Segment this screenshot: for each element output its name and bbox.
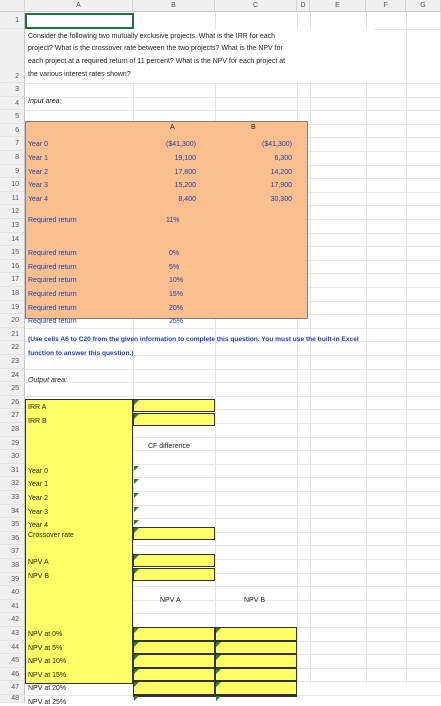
rate-row-value[interactable]: 20%: [169, 305, 184, 312]
column-header-g[interactable]: G: [406, 0, 441, 12]
row-header-9[interactable]: 9: [0, 165, 25, 178]
row-header-19[interactable]: 19: [0, 301, 25, 314]
comment-indicator: [134, 569, 139, 574]
comment-indicator: [134, 669, 139, 674]
cash-flow-year-label: Year 2: [28, 169, 48, 176]
rate-row-label: Required return: [28, 291, 77, 298]
gridline: [310, 12, 311, 684]
column-header-e[interactable]: E: [310, 0, 366, 12]
npv-a-at-rate-input[interactable]: [133, 654, 215, 668]
row-header-23[interactable]: 23: [0, 355, 25, 369]
project-a-cash-flow[interactable]: ($41,300): [166, 141, 196, 148]
required-return-value[interactable]: 11%: [166, 217, 180, 224]
row-header-18[interactable]: 18: [0, 287, 25, 301]
row-header-16[interactable]: 16: [0, 260, 25, 273]
instruction-line: (Use cells A6 to C20 from the given information to complete this question. You must use the built-in Excel: [28, 336, 359, 343]
row-header-45[interactable]: 45: [0, 654, 25, 668]
row-header-46[interactable]: 46: [0, 668, 25, 681]
row-header-37[interactable]: 37: [0, 545, 25, 559]
required-return-label: Required return: [28, 217, 77, 224]
row-header-44[interactable]: 44: [0, 641, 25, 654]
row-header-4[interactable]: 4: [0, 97, 25, 110]
row-header-31[interactable]: 31: [0, 464, 25, 477]
row-header-29[interactable]: 29: [0, 437, 25, 450]
output-year-label: Year 4: [28, 522, 48, 529]
row-header-15[interactable]: 15: [0, 246, 25, 260]
row-header-21[interactable]: 21: [0, 328, 25, 341]
row-header-27[interactable]: 27: [0, 409, 25, 423]
row-header-42[interactable]: 42: [0, 613, 25, 627]
comment-indicator: [216, 628, 221, 633]
row-header-41[interactable]: 41: [0, 600, 25, 613]
rate-row-label: Required return: [28, 264, 77, 271]
row-header-30[interactable]: 30: [0, 450, 25, 464]
question-line: Consider the following two mutually exclusive projects. What is the IRR for each: [28, 33, 276, 40]
comment-indicator: [134, 642, 139, 647]
npv-at-rate-label: NPV at 0%: [28, 631, 63, 638]
npv-a-at-rate-input[interactable]: [133, 695, 215, 697]
gridline: [366, 12, 367, 684]
npv-b-at-rate-input[interactable]: [215, 641, 297, 654]
cf-difference-cell[interactable]: [133, 505, 215, 518]
row-header-40[interactable]: 40: [0, 586, 25, 600]
output-year-label: Year 2: [28, 495, 48, 502]
comment-indicator: [216, 669, 221, 674]
project-b-cash-flow[interactable]: 17,900: [270, 182, 292, 189]
npv-at-rate-label: NPV at 10%: [28, 658, 67, 665]
project-a-cash-flow[interactable]: 15,200: [174, 182, 196, 189]
column-header-c[interactable]: C: [215, 0, 297, 12]
instruction-line: function to answer this question.): [28, 350, 134, 357]
row-header-20[interactable]: 20: [0, 314, 25, 328]
rate-row-value[interactable]: 25%: [169, 318, 184, 325]
row-header-10[interactable]: 10: [0, 178, 25, 192]
row-header-28[interactable]: 28: [0, 423, 25, 437]
npv-at-rate-label: NPV at 20%: [28, 685, 67, 692]
irr-a-input[interactable]: [133, 399, 215, 412]
output-label-area: [25, 399, 133, 684]
gridline: [25, 382, 441, 383]
question-cell[interactable]: [25, 29, 375, 83]
comment-indicator: [216, 642, 221, 647]
irr-a-label: IRR A: [28, 404, 47, 411]
rate-row-label: Required return: [28, 277, 77, 284]
row-header-7[interactable]: 7: [0, 137, 25, 151]
cf-difference-cell[interactable]: [133, 477, 215, 491]
row-header-25[interactable]: 25: [0, 382, 25, 396]
crossover-rate-label: Crossover rate: [28, 532, 74, 539]
row-header-5[interactable]: 5: [0, 110, 25, 124]
output-area-label: Output area:: [28, 377, 67, 384]
project-a-cash-flow[interactable]: 19,100: [174, 155, 196, 162]
cash-flow-year-label: Year 0: [28, 141, 48, 148]
npv-b-at-rate-input[interactable]: [215, 695, 297, 697]
npv-at-rate-label: NPV at 15%: [28, 672, 67, 679]
cf-difference-cell[interactable]: [133, 464, 215, 477]
gridline: [25, 396, 441, 397]
row-header-38[interactable]: 38: [0, 559, 25, 573]
row-header-12[interactable]: 12: [0, 205, 25, 219]
row-header-43[interactable]: 43: [0, 627, 25, 641]
comment-indicator: [134, 696, 139, 701]
row-header-35[interactable]: 35: [0, 518, 25, 532]
comment-indicator: [134, 655, 139, 660]
row-header-6[interactable]: 6: [0, 124, 25, 137]
npv-b-at-rate-input[interactable]: [215, 668, 297, 681]
npv-b-label: NPV B: [28, 573, 50, 580]
npv-b-column-header: NPV B: [244, 597, 266, 604]
comment-indicator: [134, 400, 139, 405]
comment-indicator: [134, 555, 139, 560]
comment-indicator: [216, 696, 221, 701]
rate-row-value[interactable]: 5%: [169, 264, 180, 271]
project-a-header: A: [170, 124, 175, 131]
cf-difference-cell[interactable]: [133, 491, 215, 505]
comment-indicator: [216, 682, 221, 687]
npv-a-column-header: NPV A: [160, 597, 181, 604]
input-area-label: Input area:: [28, 98, 62, 105]
row-header-11[interactable]: 11: [0, 192, 25, 205]
row-header-34[interactable]: 34: [0, 505, 25, 518]
row-header-1[interactable]: 1: [0, 12, 25, 29]
irr-b-label: IRR B: [28, 418, 47, 425]
question-line: project? What is the crossover rate between the two projects? What is the NPV for: [28, 45, 283, 52]
gridline: [25, 110, 441, 111]
comment-indicator: [134, 528, 139, 533]
gridline: [25, 369, 441, 370]
column-header-d[interactable]: D: [297, 0, 310, 12]
row-header-17[interactable]: 17: [0, 273, 25, 287]
cash-flow-year-label: Year 3: [28, 182, 48, 189]
npv-at-rate-label: NPV at 5%: [28, 645, 63, 652]
cash-flow-year-label: Year 1: [28, 155, 48, 162]
rate-row-value[interactable]: 10%: [169, 277, 184, 284]
project-a-cash-flow[interactable]: 8,400: [178, 196, 196, 203]
comment-indicator: [216, 655, 221, 660]
project-b-cash-flow[interactable]: 30,300: [270, 196, 292, 203]
npv-a-label: NPV A: [28, 559, 49, 566]
row-header-39[interactable]: 39: [0, 573, 25, 586]
gridline: [25, 97, 441, 98]
row-header-24[interactable]: 24: [0, 369, 25, 382]
row-header-32[interactable]: 32: [0, 477, 25, 491]
cash-flow-year-label: Year 4: [28, 196, 48, 203]
project-b-cash-flow[interactable]: 6,300: [274, 155, 292, 162]
npv-b-at-rate-input[interactable]: [215, 654, 297, 668]
row-header-13[interactable]: 13: [0, 219, 25, 233]
row-header-36[interactable]: 36: [0, 532, 25, 545]
gridline: [25, 328, 441, 329]
row-header-8[interactable]: 8: [0, 151, 25, 165]
row-header-3[interactable]: 3: [0, 83, 25, 97]
project-a-cash-flow[interactable]: 17,800: [174, 169, 196, 176]
comment-indicator: [134, 682, 139, 687]
column-header-b[interactable]: B: [133, 0, 215, 12]
selected-cell-a1[interactable]: [25, 13, 134, 29]
npv-a-at-rate-input[interactable]: [133, 668, 215, 681]
irr-b-input[interactable]: [133, 413, 215, 426]
gridline: [215, 12, 216, 684]
npv-b-input[interactable]: [133, 568, 215, 581]
rate-row-label: Required return: [28, 305, 77, 312]
question-line: each project at a required return of 11 percent? What is the NPV for each project at: [28, 58, 286, 65]
row-header-48[interactable]: 48: [0, 695, 25, 703]
gridline: [25, 83, 441, 84]
rate-row-label: Required return: [28, 250, 77, 257]
row-header-33[interactable]: 33: [0, 491, 25, 505]
npv-a-at-rate-input[interactable]: [133, 681, 215, 695]
npv-a-at-rate-input[interactable]: [133, 641, 215, 654]
rate-row-label: Required return: [28, 318, 77, 325]
npv-a-input[interactable]: [133, 554, 215, 567]
project-b-cash-flow[interactable]: ($41,300): [262, 141, 292, 148]
column-header-a[interactable]: A: [25, 0, 133, 12]
output-year-label: Year 1: [28, 481, 48, 488]
project-b-cash-flow[interactable]: 14,200: [270, 169, 292, 176]
column-header-f[interactable]: F: [366, 0, 406, 12]
npv-at-rate-label: NPV at 25%: [28, 699, 67, 706]
row-header-22[interactable]: 22: [0, 341, 25, 355]
rate-row-value[interactable]: 0%: [169, 250, 180, 257]
output-year-label: Year 0: [28, 468, 48, 475]
crossover-rate-input[interactable]: [133, 527, 215, 540]
npv-b-at-rate-input[interactable]: [215, 627, 297, 641]
gridline: [297, 12, 298, 684]
row-header-26[interactable]: 26: [0, 396, 25, 409]
gridline: [133, 12, 134, 684]
npv-a-at-rate-input[interactable]: [133, 627, 215, 641]
row-header-14[interactable]: 14: [0, 233, 25, 246]
select-all-corner[interactable]: [0, 0, 25, 12]
question-line: the various interest rates shown?: [28, 71, 131, 78]
row-header-2[interactable]: 2: [0, 29, 25, 83]
output-year-label: Year 3: [28, 509, 48, 516]
row-header-47[interactable]: 47: [0, 681, 25, 695]
gridline: [406, 12, 407, 684]
cf-difference-header: CF difference: [148, 443, 190, 450]
npv-b-at-rate-input[interactable]: [215, 681, 297, 695]
comment-indicator: [134, 628, 139, 633]
rate-row-value[interactable]: 15%: [169, 291, 184, 298]
project-b-header: B: [251, 124, 256, 131]
comment-indicator: [134, 414, 139, 419]
